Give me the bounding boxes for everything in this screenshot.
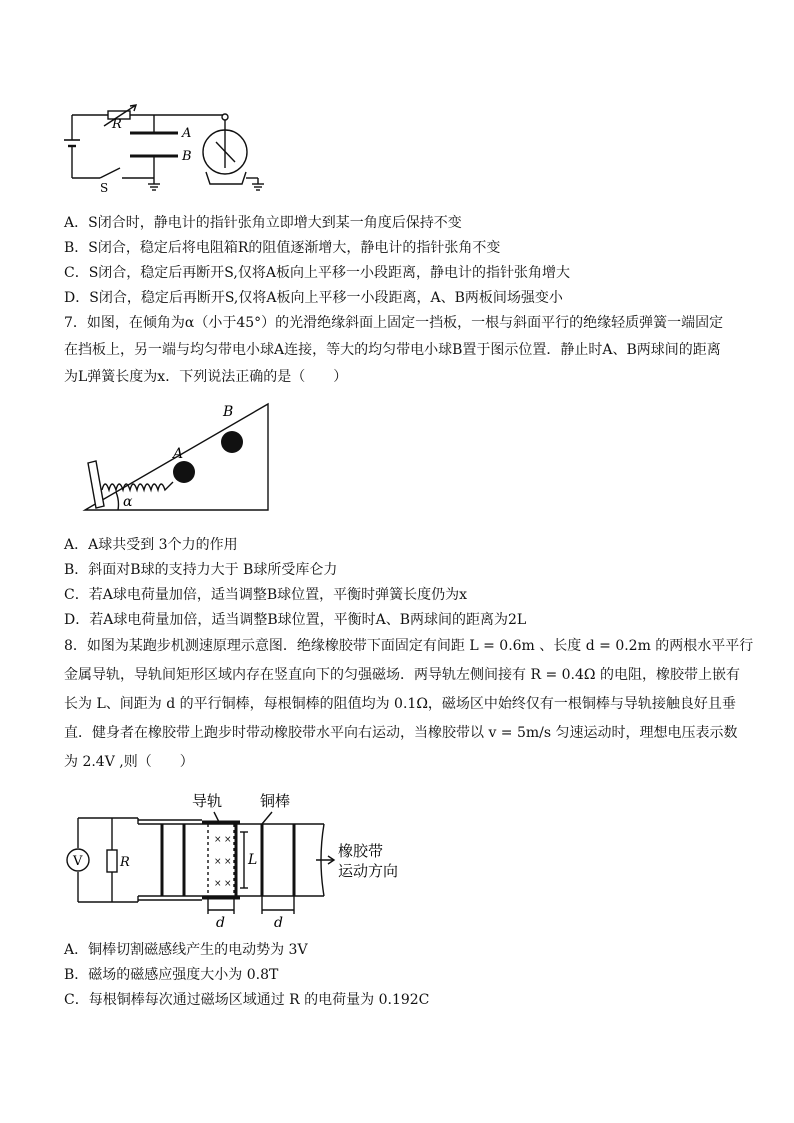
q6-option-b: B．S闭合，稳定后将电阻箱R的阻值逐渐增大，静电计的指针张角不变 bbox=[64, 240, 501, 256]
resistor-label: R bbox=[112, 117, 122, 132]
q7-option-d: D．若A球电荷量加倍，适当调整B球位置，平衡时A、B两球间的距离为2L bbox=[64, 612, 527, 628]
treadmill-figure bbox=[62, 784, 432, 934]
voltmeter-label: V bbox=[73, 854, 83, 869]
svg-text:×: × bbox=[214, 879, 222, 889]
q8-stem-line: 长为 L、间距为 d 的平行铜棒，每根铜棒的阻值均为 0.1Ω，磁场区中始终仅有一根铜棒与导轨接触良好且垂 bbox=[64, 696, 736, 712]
rod-label: 铜棒 bbox=[260, 792, 291, 810]
svg-text:×: × bbox=[224, 879, 232, 889]
q6-option-a: A．S闭合时，静电计的指针张角立即增大到某一角度后保持不变 bbox=[64, 215, 462, 231]
svg-text:×: × bbox=[214, 835, 222, 845]
capacitor-circuit-figure bbox=[60, 100, 280, 195]
q6-option-c: C．S闭合，稳定后再断开S,仅将A板向上平移一小段距离，静电计的指针张角增大 bbox=[64, 265, 570, 281]
q8-stem-line: 直．健身者在橡胶带上跑步时带动橡胶带水平向右运动，当橡胶带以 v = 5m/s 匀速运动时，理想电压表示数 bbox=[64, 725, 738, 741]
q8-stem-line: 金属导轨，导轨间矩形区域内存在竖直向下的匀强磁场．两导轨左侧间接有 R = 0.4Ω 的电阻，橡胶带上嵌有 bbox=[64, 667, 740, 683]
plate-a-label: A bbox=[182, 126, 192, 141]
switch-label: S bbox=[100, 181, 109, 195]
q7-stem-line: 7．如图，在倾角为α（小于45°）的光滑绝缘斜面上固定一挡板，一根与斜面平行的绝缘轻质弹簧一端固定 bbox=[64, 315, 724, 331]
q7-option-c: C．若A球电荷量加倍，适当调整B球位置，平衡时弹簧长度仍为x bbox=[64, 587, 468, 603]
plate-b-label: B bbox=[182, 149, 192, 164]
incline-figure bbox=[80, 398, 280, 516]
q8-option-a: A．铜棒切割磁感线产生的电动势为 3V bbox=[64, 942, 308, 958]
ball-b-label: B bbox=[223, 404, 234, 420]
svg-text:×: × bbox=[224, 857, 232, 867]
q7-option-b: B．斜面对B球的支持力大于 B球所受库仑力 bbox=[64, 562, 338, 578]
field-width-label: d bbox=[216, 915, 225, 931]
svg-text:×: × bbox=[224, 835, 232, 845]
belt-label: 橡胶带 bbox=[338, 842, 384, 860]
rail-label: 导轨 bbox=[192, 792, 223, 810]
q7-stem bbox=[64, 310, 744, 391]
q6-option-d: D．S闭合，稳定后再断开S,仅将A板向上平移一小段距离，A、B两板间场强变小 bbox=[64, 290, 563, 306]
svg-text:×: × bbox=[214, 857, 222, 867]
rod-spacing-label: d bbox=[274, 915, 283, 931]
angle-label: α bbox=[123, 494, 133, 510]
q8-stem bbox=[64, 632, 754, 777]
q8-stem-line: 8．如图为某跑步机测速原理示意图．绝缘橡胶带下面固定有间距 L = 0.6m 、长度 d = 0.2m 的两根水平平行 bbox=[64, 638, 754, 654]
rod-length-label: L bbox=[248, 852, 258, 868]
q8-stem-line: 为 2.4V ,则（ ） bbox=[64, 754, 194, 770]
q8-option-c: C．每根铜棒每次通过磁场区域通过 R 的电荷量为 0.192C bbox=[64, 992, 430, 1008]
q7-stem-line: 为L弹簧长度为x．下列说法正确的是（ ） bbox=[64, 369, 348, 385]
resistor-r-label: R bbox=[120, 855, 130, 870]
q7-option-a: A．A球共受到 3个力的作用 bbox=[64, 537, 238, 553]
q8-option-b: B．磁场的磁感应强度大小为 0.8T bbox=[64, 967, 279, 983]
belt-direction-label: 运动方向 bbox=[338, 862, 399, 880]
q7-stem-line: 在挡板上，另一端与均匀带电小球A连接，等大的均匀带电小球B置于图示位置．静止时A、B两球间的距离 bbox=[64, 342, 721, 358]
ball-a-label: A bbox=[173, 446, 184, 462]
